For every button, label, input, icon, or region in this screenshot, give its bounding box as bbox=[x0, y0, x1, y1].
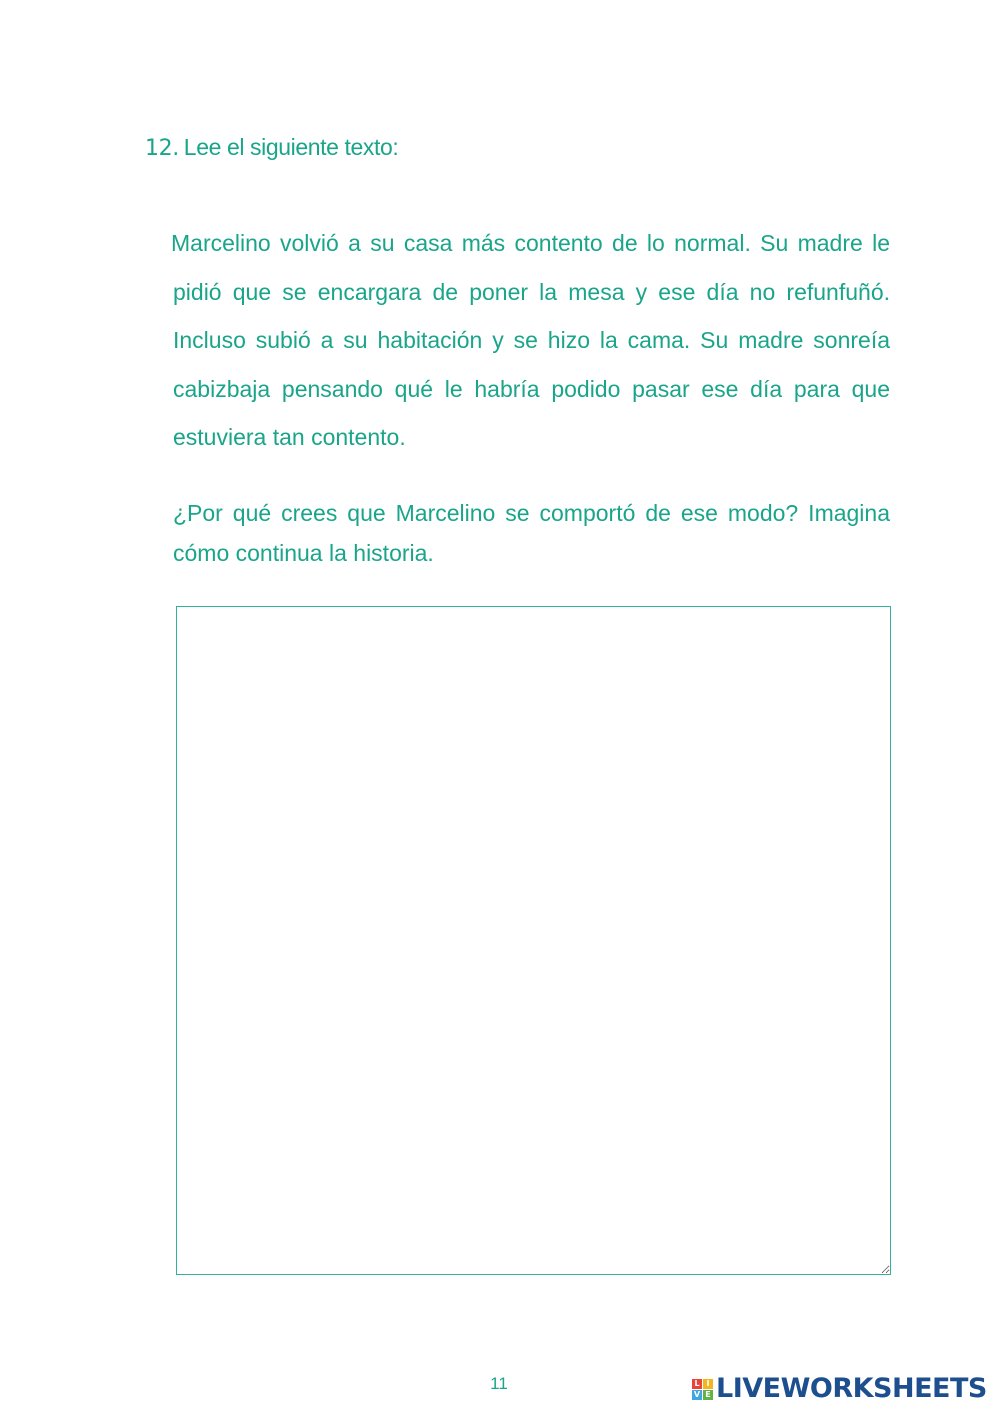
liveworksheets-wordmark: LIVEWORKSHEETS bbox=[716, 1373, 987, 1404]
logo-tile-v: V bbox=[693, 1389, 701, 1399]
exercise-instruction: Lee el siguiente texto: bbox=[183, 134, 399, 160]
liveworksheets-logo bbox=[692, 1374, 987, 1404]
answer-textbox[interactable] bbox=[176, 606, 891, 1275]
exercise-number: 12. bbox=[145, 136, 179, 161]
reading-passage: Marcelino volvió a su casa más contento de lo normal. Su madre le pidió que se encargara de poner la mesa y ese día no refunfuñó. Incluso subió a su habitación y se hizo la cama. Su madre sonreía cabizbaja pensando qué le habría podido pasar ese día para que estuviera tan contento. bbox=[171, 230, 890, 450]
logo-tile-e: E bbox=[703, 1390, 713, 1400]
question-text: ¿Por qué crees que Marcelino se comportó de ese modo? Imagina cómo continua la historia. bbox=[173, 500, 890, 566]
logo-tile-l: L bbox=[692, 1379, 702, 1389]
logo-tile-i: I bbox=[703, 1379, 713, 1389]
exercise-heading bbox=[145, 134, 398, 161]
liveworksheets-logo-icon bbox=[692, 1379, 713, 1400]
page-number: 11 bbox=[490, 1374, 508, 1393]
